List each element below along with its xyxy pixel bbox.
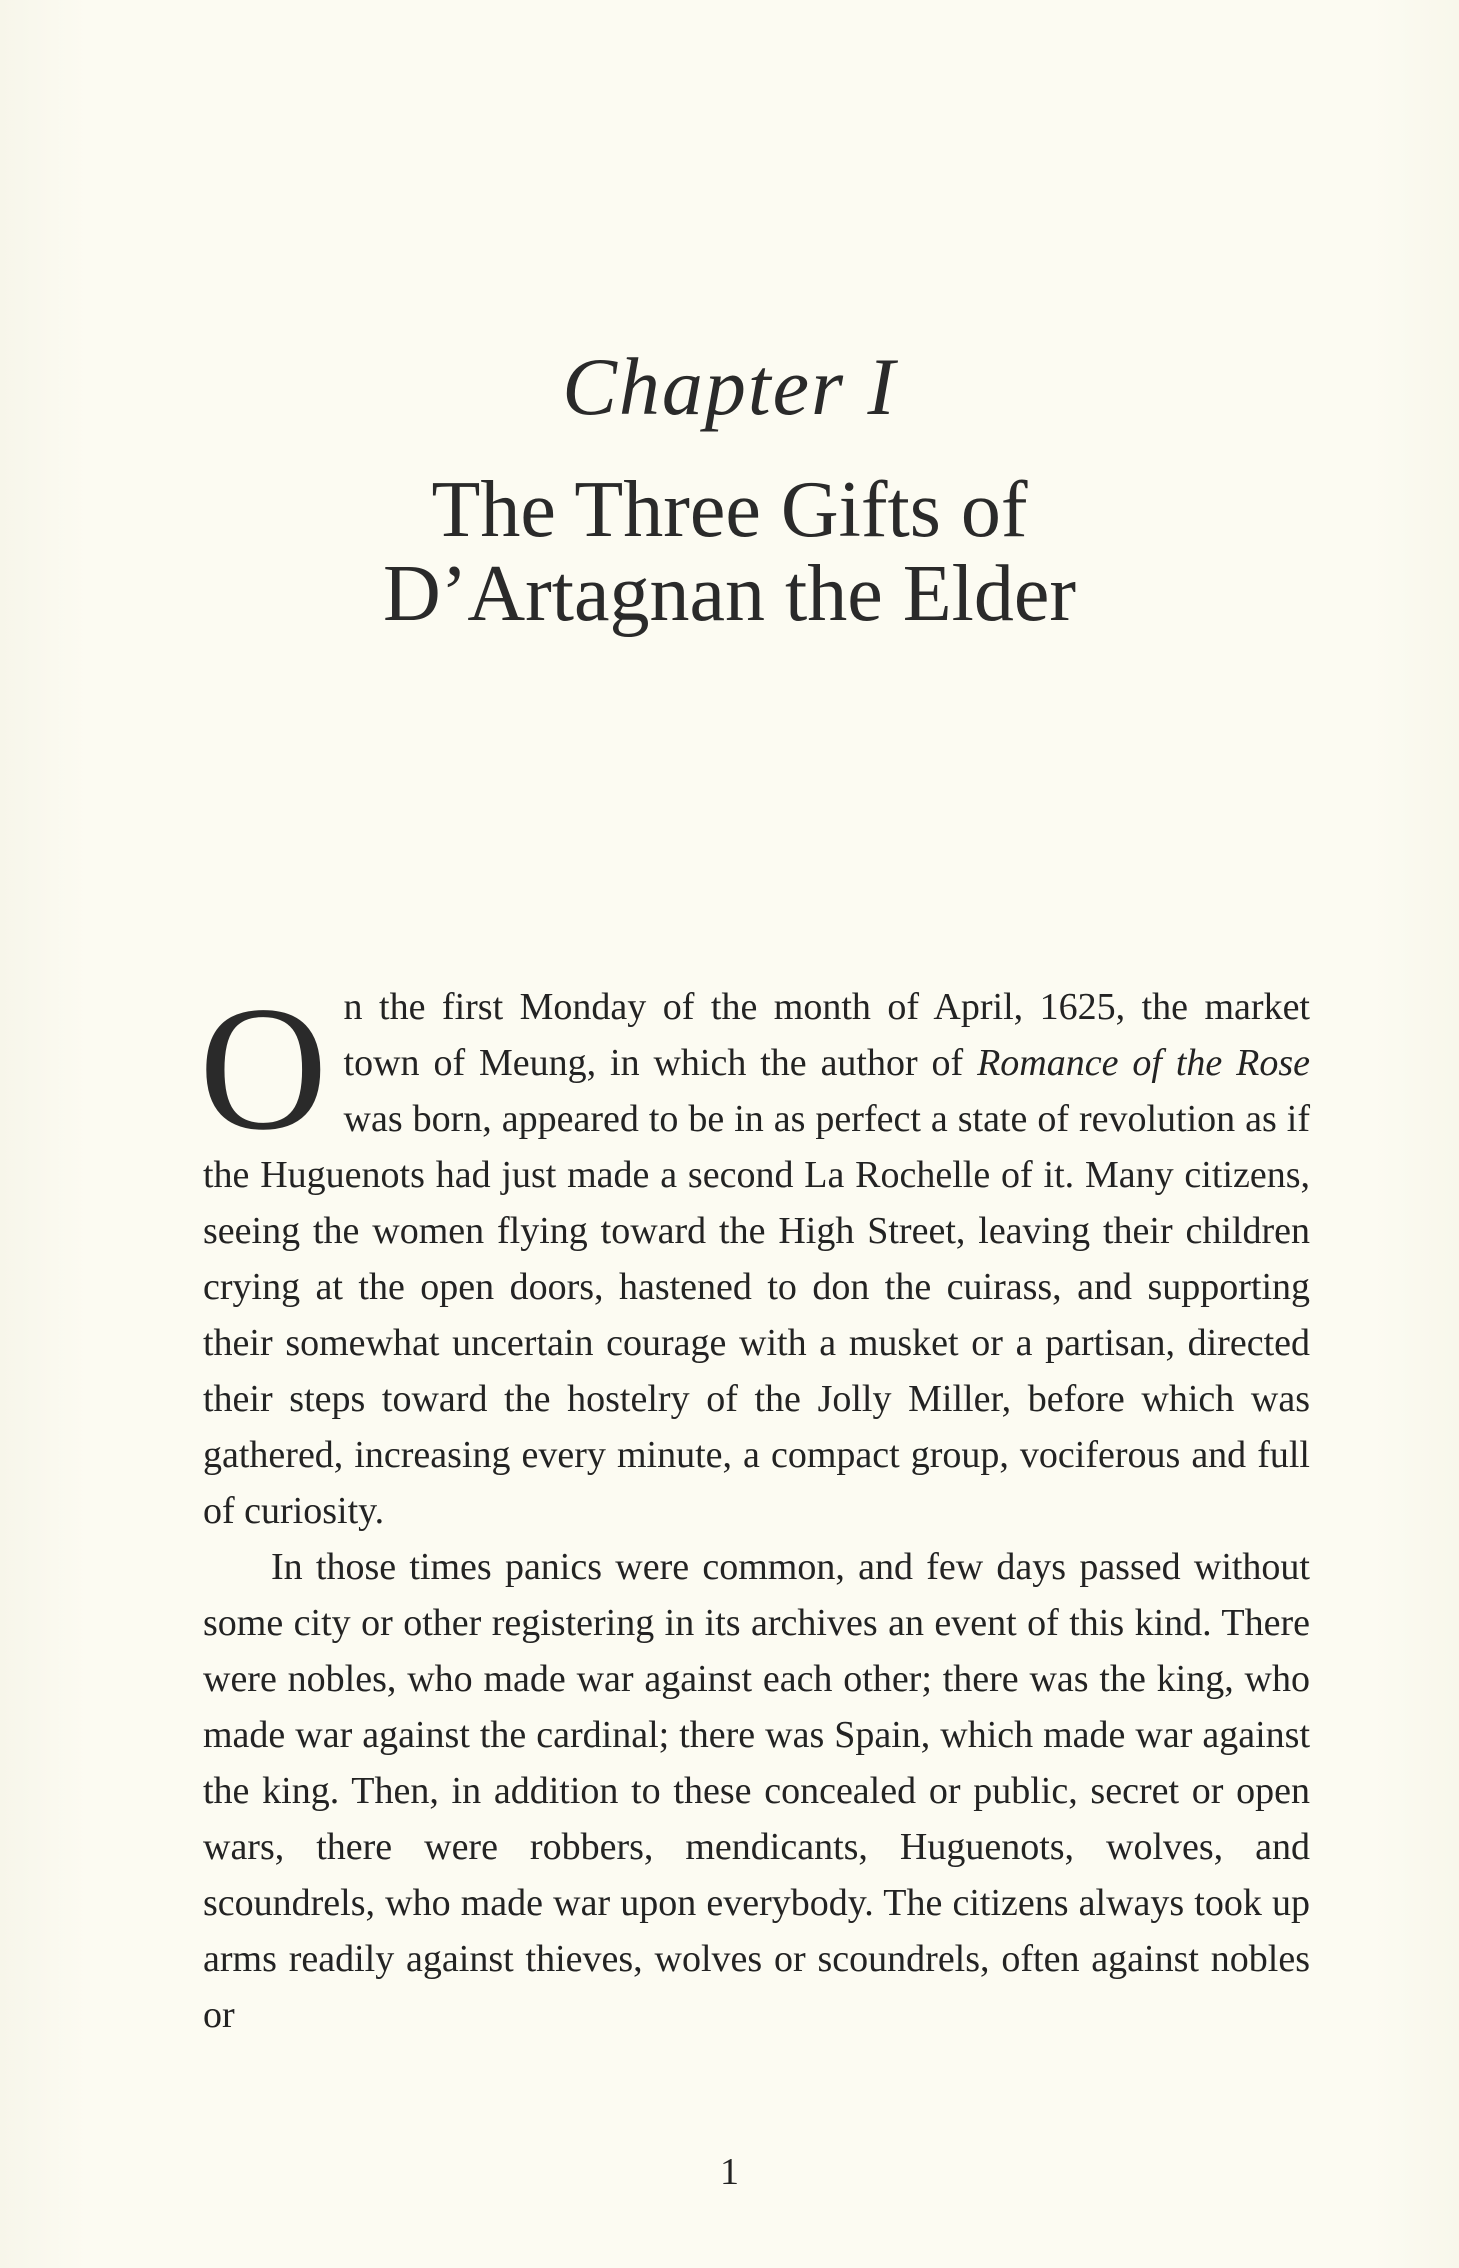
paragraph-1 [199,969,1311,1539]
paragraph-2: In those times panics were common, and few days passed without some city or other registering in its archives an event of this kind. There were nobles, who made war against each other; there was the king, who made war against the cardinal; there was Spain, which made war against the king. Then, in addition to these concealed or public, secret or open wars, there were robbers, mendicants, Huguenots, wolves, and scoundrels, who made war upon everybody. The citizens always took up arms readily against thieves, wolves or scoundrels, often against nobles or [203,1546,1310,2036]
drop-cap: O [199,969,328,1167]
paragraph-1-text-end: was born, appeared to be in as perfect a state of revolution as if the Huguenots had just made a second La Rochelle of it. Many citizens, seeing the women flying toward the High Street, leaving their children crying at the open doors, hastened to don the cuirass, and supporting their somewhat uncertain courage with a musket or a partisan, directed their steps toward the hostelry of the Jolly Miller, before which was gathered, increasing every minute, a compact group, vociferous and full of curiosity. [203,1098,1310,1532]
chapter-title-line-2: D’Artagnan the Elder [382,550,1077,638]
page-number: 1 [720,2151,739,2193]
paragraph-1-text-start: n the first Monday of the month of April, 1625, the market town of Meung, in which the author of [343,986,1310,1084]
chapter-title [0,468,1459,636]
book-title-italic: Romance of the Rose [977,1042,1311,1084]
chapter-title-line-1: The Three Gifts of [431,466,1028,554]
chapter-label: Chapter I [562,341,897,432]
chapter-body [199,969,1311,2043]
